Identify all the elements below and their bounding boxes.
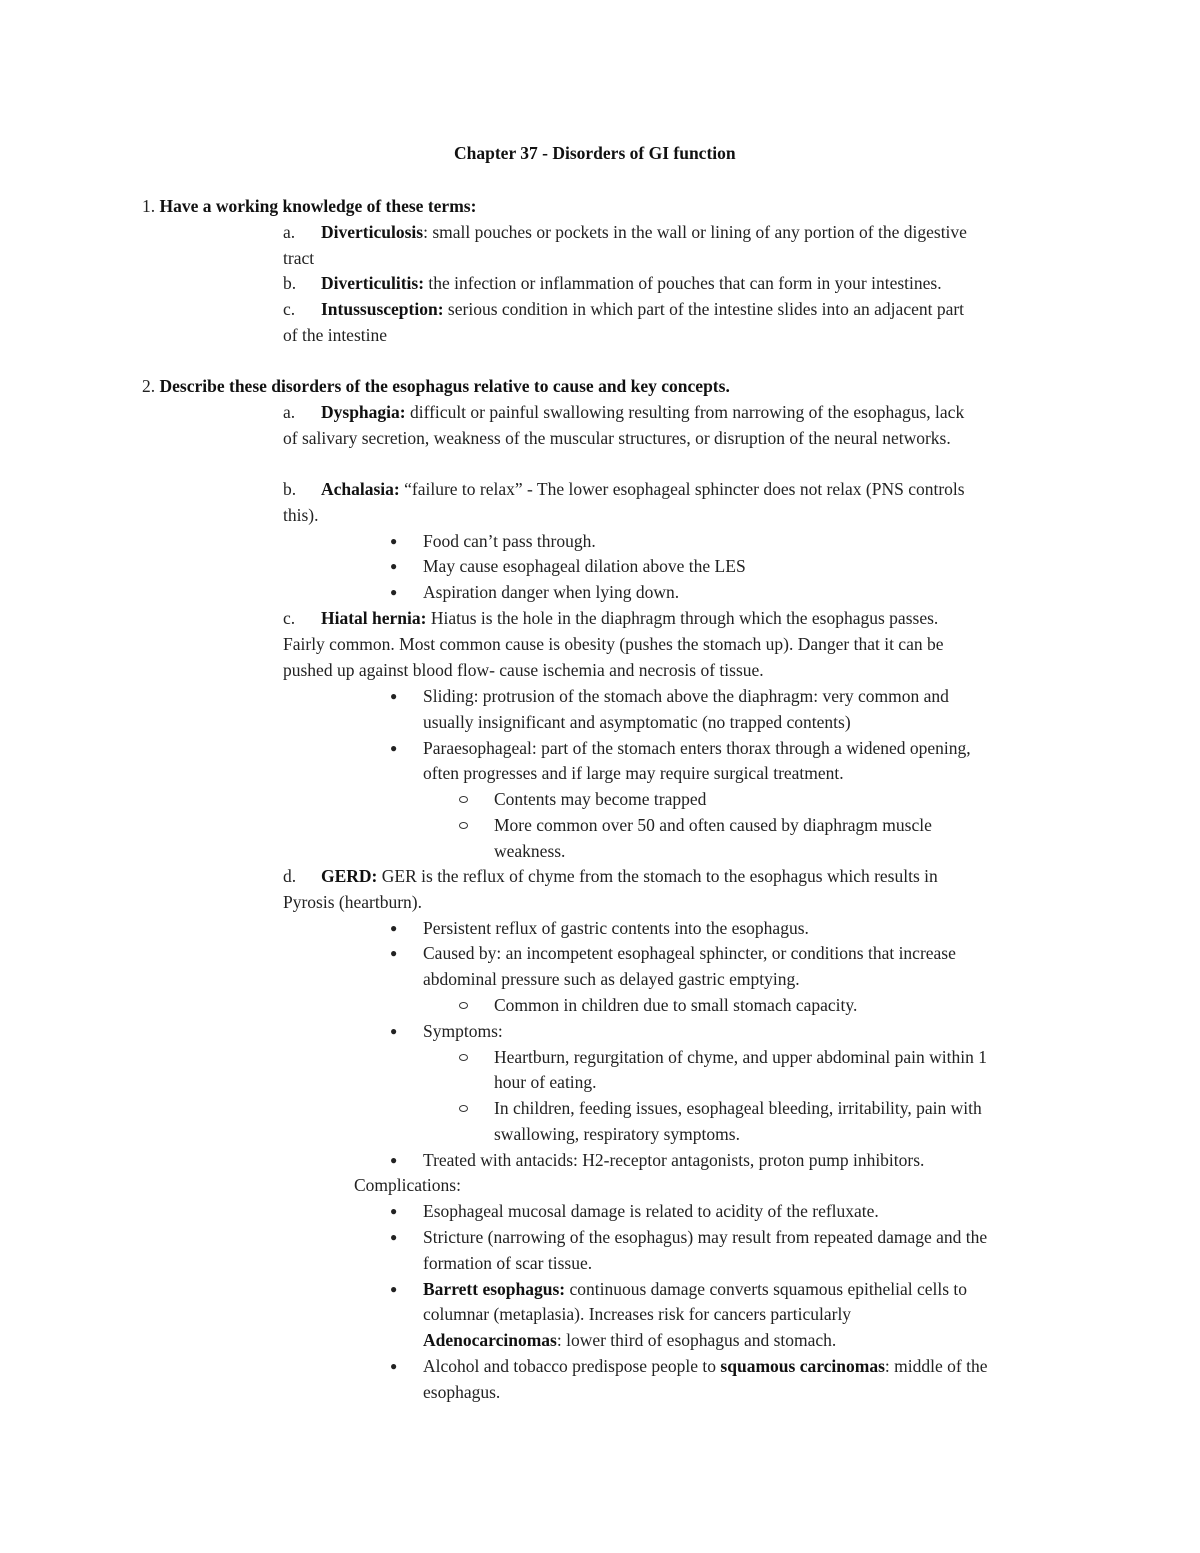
term-label: Achalasia: (321, 479, 400, 499)
bullet-text: Paraesophageal: part of the stomach enters thorax through a widened opening, (423, 738, 971, 758)
bullet-icon: ● (390, 1153, 398, 1167)
bullet-barrett (423, 1277, 967, 1301)
sub-bullet-text-cont: weakness. (494, 841, 566, 861)
term-definition: : middle of the (884, 1356, 988, 1376)
sub-bullet-text: Common in children due to small stomach capacity. (494, 995, 858, 1015)
bullet-icon: ● (390, 1230, 398, 1244)
sub-bullet-text: In children, feeding issues, esophageal bleeding, irritability, pain with (494, 1098, 982, 1118)
term-intussusception (283, 297, 964, 321)
question-text: Have a working knowledge of these terms: (159, 196, 477, 216)
list-marker: b. (283, 479, 297, 499)
bullet-text: Food can’t pass through. (423, 531, 596, 551)
question-text: Describe these disorders of the esophagus relative to cause and key concepts. (159, 376, 730, 396)
term-label: GERD: (321, 866, 378, 886)
question-1-heading (142, 194, 476, 218)
term-definition: Hiatus is the hole in the diaphragm through which the esophagus passes. (426, 608, 939, 628)
bullet-text: Esophageal mucosal damage is related to acidity of the refluxate. (423, 1201, 879, 1221)
disorder-hiatal-hernia (283, 606, 938, 630)
document-title: Chapter 37 - Disorders of GI function (454, 143, 736, 163)
bullet-icon: ● (390, 1359, 398, 1373)
sub-bullet-text-cont: hour of eating. (494, 1072, 597, 1092)
bullet-icon: ● (390, 689, 398, 703)
term-label: Diverticulitis: (321, 273, 425, 293)
bullet-text: Symptoms: (423, 1021, 503, 1041)
bullet-text-cont: formation of scar tissue. (423, 1253, 593, 1273)
term-label: Dysphagia: (321, 402, 406, 422)
bullet-icon: ● (390, 585, 398, 599)
bullet-text-cont: usually insignificant and asymptomatic (no trapped contents) (423, 712, 851, 732)
complications-label: Complications: (354, 1175, 461, 1195)
term-definition: “failure to relax” - The lower esophageal sphincter does not relax (PNS controls (399, 479, 965, 499)
bullet-text-cont: columnar (metaplasia). Increases risk for cancers particularly (423, 1304, 852, 1324)
sub-bullet-circle-icon (459, 796, 468, 803)
question-number: 1. (142, 196, 156, 216)
term-definition-cont: Fairly common. Most common cause is obesity (pushes the stomach up). Danger that it can be (283, 634, 944, 654)
sub-bullet-circle-icon (459, 1054, 468, 1061)
term-definition-cont: Pyrosis (heartburn). (283, 892, 423, 912)
bullet-text: Aspiration danger when lying down. (423, 582, 680, 602)
bullet-icon: ● (390, 741, 398, 755)
sub-bullet-text: Contents may become trapped (494, 789, 707, 809)
term-definition: difficult or painful swallowing resulting from narrowing of the esophagus, lack (405, 402, 965, 422)
term-label: Diverticulosis (321, 222, 424, 242)
term-diverticulitis (283, 271, 942, 295)
term-definition: : lower third of esophagus and stomach. (556, 1330, 837, 1350)
disorder-dysphagia (283, 400, 964, 424)
bullet-text-cont: often progresses and if large may require surgical treatment. (423, 763, 844, 783)
term-diverticulosis (283, 220, 967, 244)
question-2-heading (142, 374, 730, 398)
bullet-text: Stricture (narrowing of the esophagus) may result from repeated damage and the (423, 1227, 988, 1247)
bullet-icon: ● (390, 946, 398, 960)
question-number: 2. (142, 376, 156, 396)
sub-bullet-circle-icon (459, 822, 468, 829)
bullet-text-cont: esophagus. (423, 1382, 501, 1402)
disorder-gerd (283, 864, 938, 888)
term-definition: GER is the reflux of chyme from the stomach to the esophagus which results in (377, 866, 938, 886)
bullet-text-cont: abdominal pressure such as delayed gastric emptying. (423, 969, 800, 989)
term-colon: : (423, 222, 428, 242)
bullet-text: Treated with antacids: H2-receptor antagonists, proton pump inhibitors. (423, 1150, 925, 1170)
term-definition: the infection or inflammation of pouches that can form in your intestines. (424, 273, 942, 293)
bullet-icon: ● (390, 534, 398, 548)
term-definition-cont: of salivary secretion, weakness of the muscular structures, or disruption of the neural networks. (283, 428, 951, 448)
term-label: Barrett esophagus: (423, 1279, 566, 1299)
bullet-icon: ● (390, 1024, 398, 1038)
bullet-text: Persistent reflux of gastric contents into the esophagus. (423, 918, 809, 938)
list-marker: b. (283, 273, 297, 293)
bullet-text: Sliding: protrusion of the stomach above the diaphragm: very common and (423, 686, 949, 706)
bullet-icon: ● (390, 559, 398, 573)
bullet-icon: ● (390, 1282, 398, 1296)
term-definition: small pouches or pockets in the wall or lining of any portion of the digestive (427, 222, 967, 242)
list-marker: d. (283, 866, 297, 886)
sub-bullet-text: Heartburn, regurgitation of chyme, and upper abdominal pain within 1 (494, 1047, 987, 1067)
bullet-text: Alcohol and tobacco predispose people to (423, 1356, 721, 1376)
list-marker: a. (283, 222, 296, 242)
term-label: Adenocarcinomas (423, 1330, 557, 1350)
term-label: squamous carcinomas (720, 1356, 885, 1376)
bullet-text: May cause esophageal dilation above the LES (423, 556, 746, 576)
bullet-squamous (423, 1354, 987, 1378)
term-definition: continuous damage converts squamous epithelial cells to (565, 1279, 968, 1299)
sub-bullet-circle-icon (459, 1105, 468, 1112)
term-definition-cont: this). (283, 505, 319, 525)
sub-bullet-text-cont: swallowing, respiratory symptoms. (494, 1124, 740, 1144)
term-definition-cont: tract (283, 248, 315, 268)
disorder-achalasia (283, 477, 965, 501)
bullet-text: Caused by: an incompetent esophageal sphincter, or conditions that increase (423, 943, 956, 963)
list-marker: a. (283, 402, 296, 422)
list-marker: c. (283, 608, 296, 628)
term-label: Hiatal hernia: (321, 608, 427, 628)
term-definition-cont: of the intestine (283, 325, 388, 345)
list-marker: c. (283, 299, 296, 319)
term-definition-cont: pushed up against blood flow- cause ischemia and necrosis of tissue. (283, 660, 764, 680)
bullet-icon: ● (390, 921, 398, 935)
sub-bullet-text: More common over 50 and often caused by diaphragm muscle (494, 815, 932, 835)
term-label: Intussusception: (321, 299, 444, 319)
bullet-adenocarcinomas (423, 1328, 836, 1352)
term-definition: serious condition in which part of the intestine slides into an adjacent part (443, 299, 965, 319)
sub-bullet-circle-icon (459, 1002, 468, 1009)
bullet-icon: ● (390, 1204, 398, 1218)
